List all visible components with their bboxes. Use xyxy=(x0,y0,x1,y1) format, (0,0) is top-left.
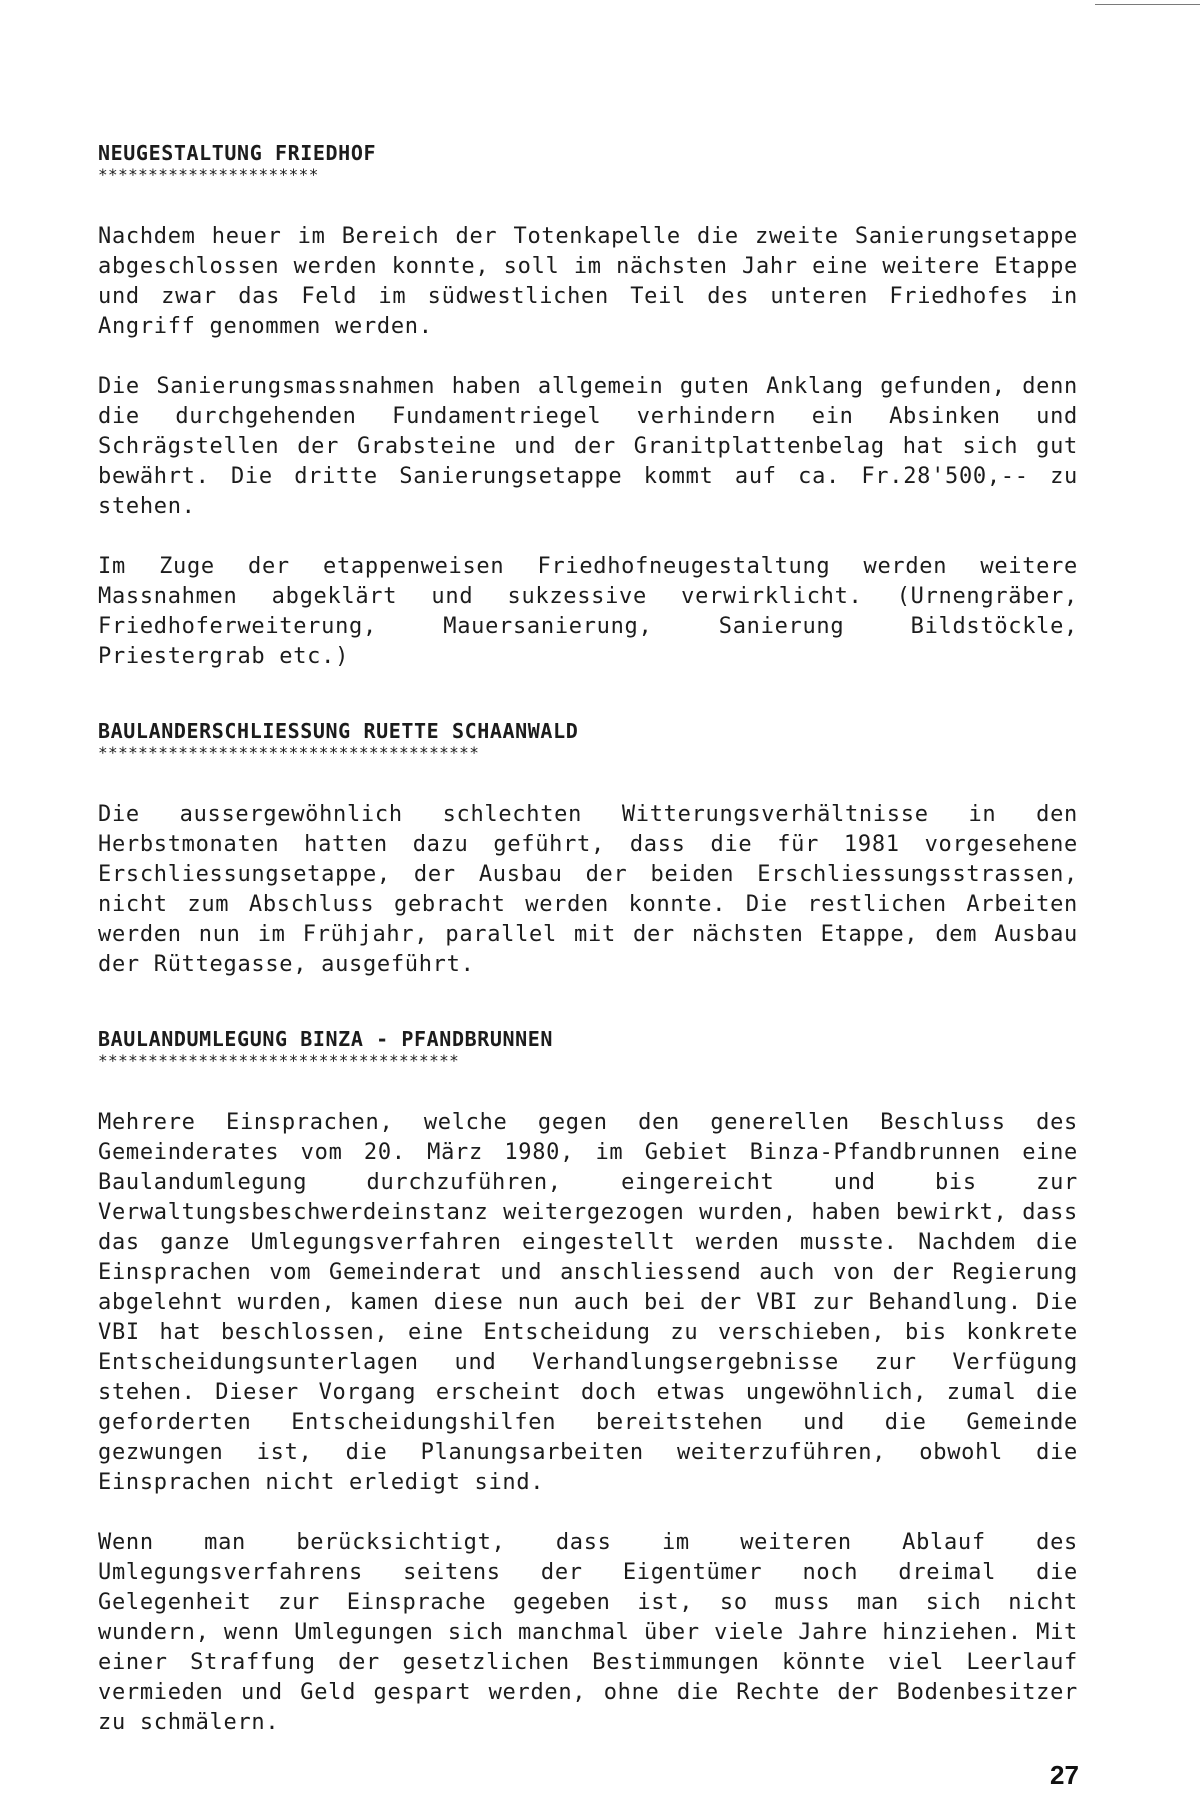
paragraph: Die aussergewöhnlich schlechten Witterungsverhältnisse in den Herbstmonaten hatten dazu geführt, dass die für 1981 vorgesehene Erschliessungsetappe, der Ausbau der beiden Erschliessungsstrassen, nicht zum Abschluss gebracht werden konnte. Die restlichen Arbeiten werden nun im Frühjahr, parallel mit der nächsten Etappe, dem Ausbau der Rüttegasse, ausgeführt. xyxy=(98,802,1078,977)
section-neugestaltung-friedhof xyxy=(98,138,1078,672)
page-number: 27 xyxy=(1050,1760,1079,1790)
document-body xyxy=(98,138,1078,1738)
heading-underline-stars: ************************************** xyxy=(98,743,480,762)
paragraph: Mehrere Einsprachen, welche gegen den generellen Beschluss des Gemeinderates vom 20. März 1980, im Gebiet Binza-Pfandbrunnen eine Baulandumlegung durchzuführen, eingereicht und bis zur Verwaltungsbeschwerdeinstanz weitergezogen wurden, haben bewirkt, dass das ganze Umlegungsverfahren eingestellt werden musste. Nachdem die Einsprachen vom Gemeinderat und anschliessend auch von der Regierung abgelehnt wurden, kamen diese nun auch bei der VBI zur Behandlung. Die VBI hat beschlossen, eine Entscheidung zu verschieben, bis konkrete Entscheidungsunterlagen und Verhandlungsergebnisse zur Verfügung stehen. Dieser Vorgang erscheint doch etwas ungewöhnlich, zumal die geforderten Entscheidungshilfen bereitstehen und die Gemeinde gezwungen ist, die Planungsarbeiten weiterzuführen, obwohl die Einsprachen nicht erledigt sind. xyxy=(98,1110,1078,1495)
section-heading: NEUGESTALTUNG FRIEDHOF xyxy=(98,141,377,165)
page-edge-rule xyxy=(1095,4,1200,5)
section-heading: BAULANDERSCHLIESSUNG RUETTE SCHAANWALD xyxy=(98,719,579,743)
heading-underline-stars: ********************** xyxy=(98,165,319,184)
paragraph: Im Zuge der etappenweisen Friedhofneugestaltung werden weitere Massnahmen abgeklärt und sukzessive verwirklicht. (Urnengräber, Friedhoferweiterung, Mauersanierung, Sanierung Bildstöckle, Priestergrab etc.) xyxy=(98,554,1078,669)
section-baulanderschliessung-ruette xyxy=(98,716,1078,980)
paragraph: Wenn man berücksichtigt, dass im weiteren Ablauf des Umlegungsverfahrens seitens der Eigentümer noch dreimal die Gelegenheit zur Einsprache gegeben ist, so muss man sich nicht wundern, wenn Umlegungen sich manchmal über viele Jahre hinziehen. Mit einer Straffung der gesetzlichen Bestimmungen könnte viel Leerlauf vermieden und Geld gespart werden, ohne die Rechte der Bodenbesitzer zu schmälern. xyxy=(98,1530,1078,1735)
section-heading: BAULANDUMLEGUNG BINZA - PFANDBRUNNEN xyxy=(98,1027,554,1051)
paragraph: Nachdem heuer im Bereich der Totenkapelle die zweite Sanierungsetappe abgeschlossen werden konnte, soll im nächsten Jahr eine weitere Etappe und zwar das Feld im südwestlichen Teil des unteren Friedhofes in Angriff genommen werden. xyxy=(98,224,1078,339)
section-baulandumlegung-binza xyxy=(98,1024,1078,1738)
paragraph: Die Sanierungsmassnahmen haben allgemein guten Anklang gefunden, denn die durchgehenden Fundamentriegel verhindern ein Absinken und Schrägstellen der Grabsteine und der Granitplattenbelag hat sich gut bewährt. Die dritte Sanierungsetappe kommt auf ca. Fr.28'500,-- zu stehen. xyxy=(98,374,1078,519)
heading-underline-stars: ************************************ xyxy=(98,1051,460,1070)
